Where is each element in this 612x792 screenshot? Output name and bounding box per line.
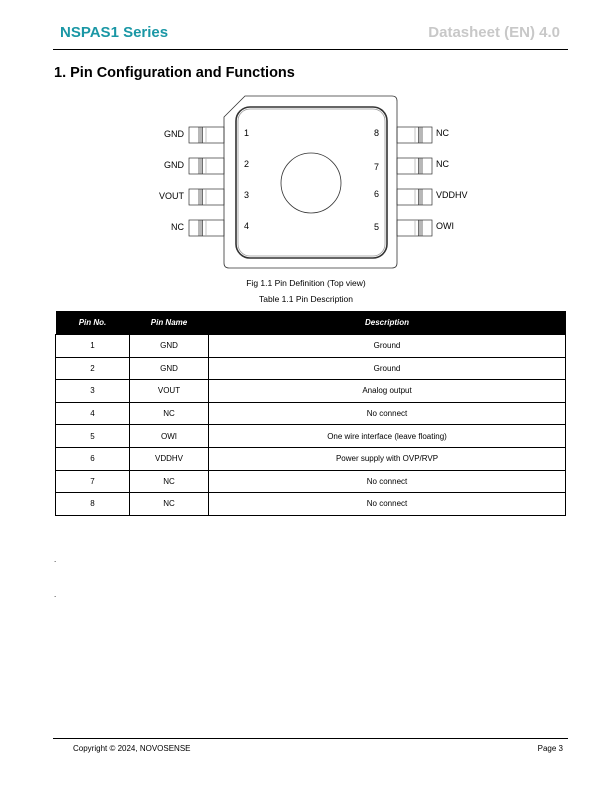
cell-description: Ground <box>209 357 566 380</box>
pin-number-label: 2 <box>244 159 250 169</box>
table-row <box>56 402 566 425</box>
pin-number-label: 5 <box>374 222 380 232</box>
copyright: Copyright © 2024, NOVOSENSE <box>73 744 191 753</box>
pin-lead <box>397 158 432 174</box>
pin-number-label: 8 <box>374 128 380 138</box>
pin-number-label: 7 <box>374 162 380 172</box>
header-pin-no: Pin No. <box>56 311 130 335</box>
cell-pin-name: OWI <box>130 425 209 448</box>
pin-number-label: 3 <box>244 190 250 200</box>
figure-caption: Fig 1.1 Pin Definition (Top view) <box>246 278 366 288</box>
datasheet-version: Datasheet (EN) 4.0 <box>428 24 560 41</box>
sensor-port <box>281 153 341 213</box>
table-row <box>56 447 566 470</box>
pin-description-table <box>55 311 566 516</box>
cell-description: Power supply with OVP/RVP <box>209 447 566 470</box>
pin-lead <box>189 220 224 236</box>
pin-lead <box>189 189 224 205</box>
stray-dot: . <box>54 590 57 599</box>
cell-pin-no: 6 <box>56 447 130 470</box>
footer-divider <box>53 738 568 739</box>
pin-name-label: GND <box>164 129 184 139</box>
cell-pin-name: VOUT <box>130 380 209 403</box>
cell-pin-no: 7 <box>56 470 130 493</box>
table-caption: Table 1.1 Pin Description <box>258 294 354 304</box>
cell-pin-name: NC <box>130 402 209 425</box>
cell-description: One wire interface (leave floating) <box>209 425 566 448</box>
cell-pin-name: GND <box>130 357 209 380</box>
cell-pin-no: 8 <box>56 493 130 516</box>
cell-description: No connect <box>209 470 566 493</box>
pin-lead <box>189 158 224 174</box>
header-pin-name: Pin Name <box>130 311 209 335</box>
cell-description: No connect <box>209 493 566 516</box>
package-outline <box>224 96 397 268</box>
cell-pin-no: 1 <box>56 335 130 358</box>
pin-number-label: 1 <box>244 128 250 138</box>
cell-pin-no: 2 <box>56 357 130 380</box>
pin-lead <box>397 189 432 205</box>
table-row <box>56 357 566 380</box>
pin-name-label: NC <box>436 128 449 138</box>
table-row <box>56 470 566 493</box>
cell-pin-no: 3 <box>56 380 130 403</box>
stray-dot: . <box>54 555 57 564</box>
cell-description: No connect <box>209 402 566 425</box>
pin-name-label: OWI <box>436 221 454 231</box>
pin-number-label: 4 <box>244 221 250 231</box>
pin-name-label: NC <box>436 159 449 169</box>
cell-description: Analog output <box>209 380 566 403</box>
cell-pin-name: VDDHV <box>130 447 209 470</box>
cell-pin-name: GND <box>130 335 209 358</box>
pin-name-label: NC <box>171 222 184 232</box>
pin-name-label: GND <box>164 160 184 170</box>
cell-pin-no: 5 <box>56 425 130 448</box>
table-row <box>56 380 566 403</box>
cell-pin-name: NC <box>130 493 209 516</box>
header-description: Description <box>209 311 566 335</box>
pin-lead <box>189 127 224 143</box>
cell-pin-no: 4 <box>56 402 130 425</box>
section-heading: 1. Pin Configuration and Functions <box>54 65 295 81</box>
cell-description: Ground <box>209 335 566 358</box>
pin-name-label: VDDHV <box>436 190 468 200</box>
table-row <box>56 335 566 358</box>
pin-number-label: 6 <box>374 189 380 199</box>
pin-diagram <box>0 0 612 300</box>
pin-name-label: VOUT <box>158 191 184 201</box>
pin-lead <box>397 127 432 143</box>
cell-pin-name: NC <box>130 470 209 493</box>
pin-lead <box>397 220 432 236</box>
series-title: NSPAS1 Series <box>60 24 169 41</box>
page-number: Page 3 <box>537 744 563 753</box>
table-row <box>56 425 566 448</box>
table-row <box>56 493 566 516</box>
